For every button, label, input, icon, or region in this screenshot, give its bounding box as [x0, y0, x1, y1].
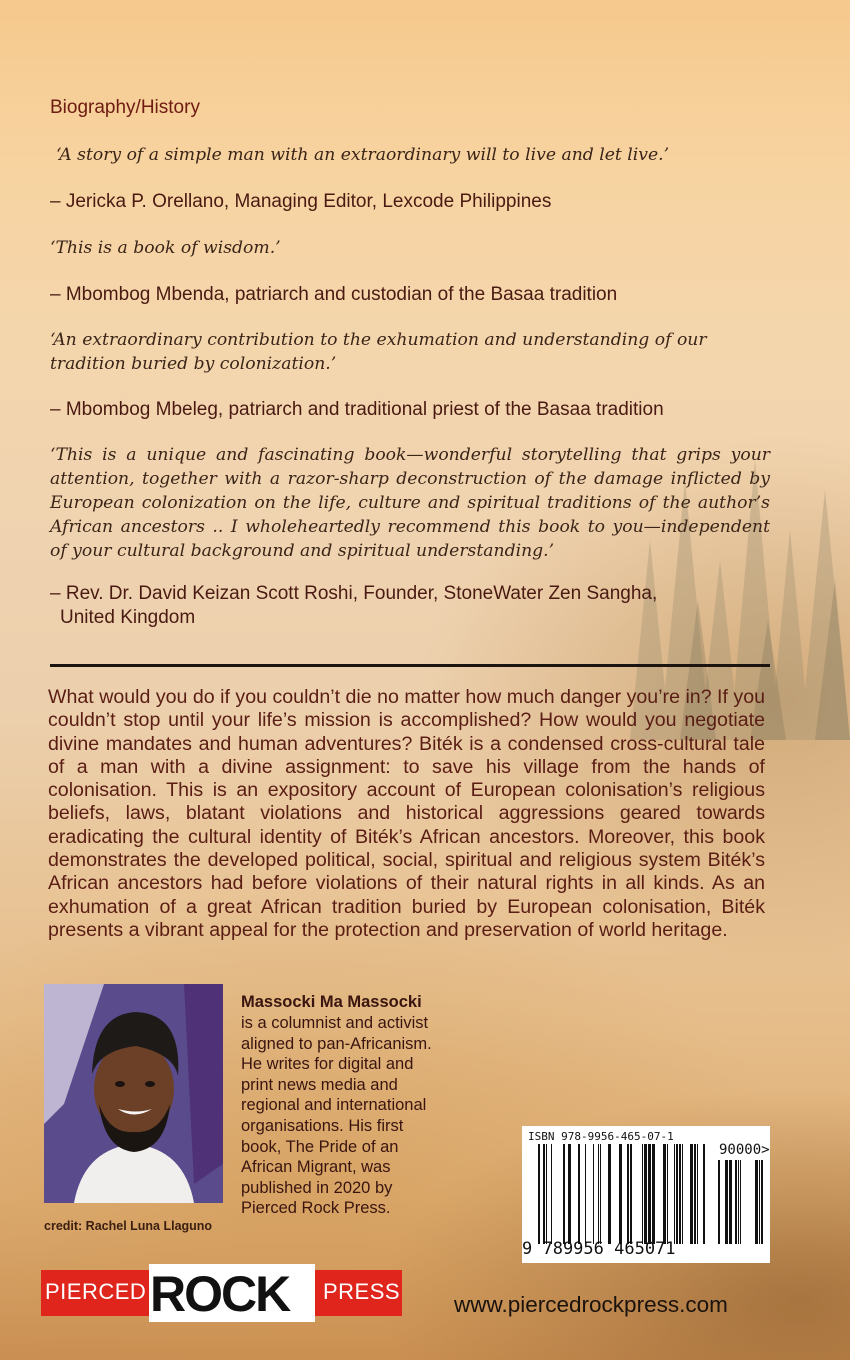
- endorsement-quote: ‘This is a book of wisdom.’: [50, 238, 281, 258]
- logo-word-rock-panel: [149, 1264, 315, 1322]
- author-name: Massocki Ma Massocki: [241, 993, 422, 1011]
- endorsement-attribution: – Mbombog Mbenda, patriarch and custodian of the Basaa tradition: [50, 284, 618, 305]
- logo-word-rock: ROCK: [150, 1266, 290, 1322]
- publisher-website: www.piercedrockpress.com: [454, 1292, 728, 1317]
- author-photo: [44, 984, 223, 1203]
- section-divider: [50, 664, 770, 667]
- logo-word-press: PRESS: [323, 1279, 401, 1304]
- endorsement-attribution-line2: United Kingdom: [60, 607, 196, 628]
- endorsement-attribution: – Mbombog Mbeleg, patriarch and traditional priest of the Basaa tradition: [50, 399, 664, 420]
- author-bio: is a columnist and activist aligned to pan-Africanism. He writes for digital and print news media and regional and international organisations. His first book, The Pride of an African Migrant, was published in 2020 by Pierced Rock Press.: [241, 1014, 432, 1218]
- price-code: 90000>: [719, 1142, 770, 1158]
- barcode-digits: 9 789956 465071: [522, 1239, 676, 1259]
- isbn-label: ISBN 978-9956-465-07-1: [528, 1130, 674, 1143]
- endorsement-quote: ‘This is a unique and fascinating book—wonderful storytelling that grips your attention, together with a razor-sharp deconstruction of the damage inflicted by European colonization on the life, culture and spiritual traditions of the author’s African ancestors .. I wholeheartedly recommend this book to you—independent of your cultural background and spiritual understanding.’: [50, 445, 770, 561]
- book-blurb: What would you do if you couldn’t die no matter how much danger you’re in? If you couldn’t stop until your life’s mission is accomplished? How would you negotiate divine mandates and human adventures? Biték is a condensed cross-cultural tale of a man with a divine assignment: to save his village from the hands of colonisation. This is an expository account of European colonisation’s religious beliefs, laws, blatant violations and historical aggressions geared towards eradicating the cultural identity of Biték’s African ancestors. Moreover, this book demonstrates the developed political, social, spiritual and religious system Biték’s African ancestors had before violations of their natural rights in all kinds. As an exhumation of a great African tradition buried by European colonisation, Biték presents a vibrant appeal for the protection and preservation of world heritage.: [48, 686, 765, 941]
- photo-credit: credit: Rachel Luna Llaguno: [44, 1219, 213, 1233]
- author-portrait-image: [44, 984, 223, 1203]
- endorsement-quote: ‘An extraordinary contribution to the exhumation and understanding of our tradition buried by colonization.’: [50, 330, 707, 374]
- barcode-bars-icon: [538, 1144, 708, 1244]
- book-category: Biography/History: [50, 97, 200, 118]
- logo-word-pierced: PIERCED: [45, 1279, 147, 1304]
- isbn-barcode: [522, 1126, 770, 1263]
- endorsement-attribution: – Rev. Dr. David Keizan Scott Roshi, Founder, StoneWater Zen Sangha,: [50, 583, 658, 604]
- publisher-logo: [41, 1266, 402, 1322]
- barcode-addon-bars-icon: [718, 1160, 766, 1244]
- endorsement-quote: ‘A story of a simple man with an extraordinary will to live and let live.’: [56, 145, 670, 165]
- endorsement-attribution: – Jericka P. Orellano, Managing Editor, Lexcode Philippines: [50, 191, 552, 212]
